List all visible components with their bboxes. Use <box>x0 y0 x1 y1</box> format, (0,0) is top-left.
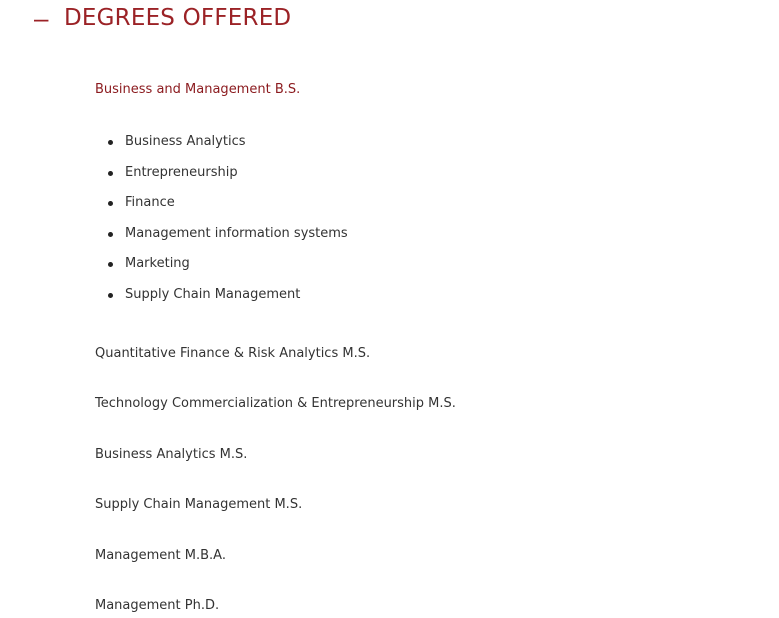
concentration-list <box>95 133 348 316</box>
concentration-label: Management information systems <box>125 225 348 241</box>
list-item <box>95 286 348 317</box>
bullet-icon <box>108 232 113 237</box>
list-item <box>95 194 348 225</box>
concentration-label: Marketing <box>125 256 190 271</box>
bullet-icon <box>108 293 113 298</box>
concentration-label: Entrepreneurship <box>125 164 238 180</box>
list-item <box>95 133 348 164</box>
list-item <box>95 164 348 195</box>
bullet-icon <box>108 201 113 206</box>
list-item <box>95 255 348 286</box>
concentration-label: Business Analytics <box>125 134 246 149</box>
bullet-icon <box>108 262 113 267</box>
bullet-icon <box>108 171 113 176</box>
degree-business-analytics-ms: Business Analytics M.S. <box>95 447 248 462</box>
section-title: DEGREES OFFERED <box>64 5 292 31</box>
degree-quantitative-finance-ms: Quantitative Finance & Risk Analytics M.S. <box>95 346 371 361</box>
degree-link-business-management-bs[interactable]: Business and Management B.S. <box>95 82 301 97</box>
concentration-label: Finance <box>125 195 175 210</box>
degree-management-phd: Management Ph.D. <box>95 598 220 613</box>
list-item <box>95 225 348 256</box>
collapse-icon[interactable]: – <box>34 3 49 33</box>
degree-supply-chain-ms: Supply Chain Management M.S. <box>95 497 303 512</box>
degree-technology-commercialization-ms: Technology Commercialization & Entrepreneurship M.S. <box>95 396 456 411</box>
degrees-offered-header[interactable] <box>34 3 291 33</box>
bullet-icon <box>108 140 113 145</box>
concentration-label: Supply Chain Management <box>125 286 301 302</box>
degree-management-mba: Management M.B.A. <box>95 548 226 563</box>
